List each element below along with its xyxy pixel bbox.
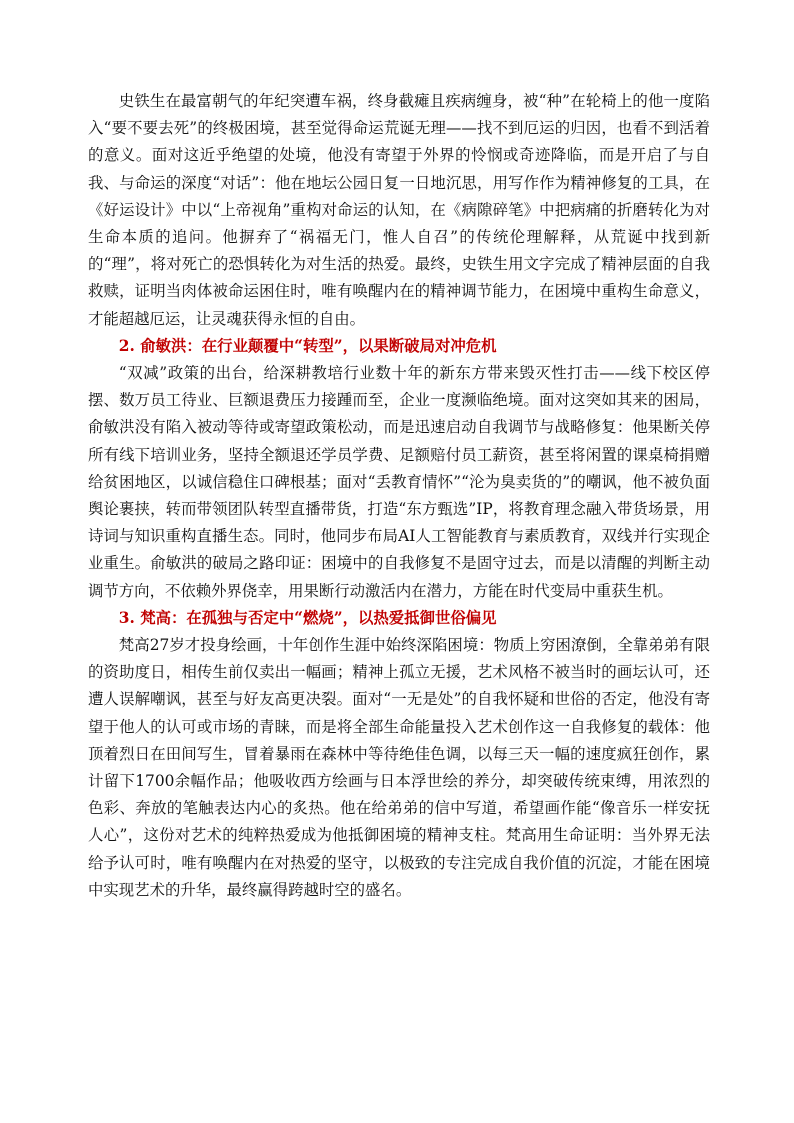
document-page [88, 88, 710, 904]
heading-yu-minhong: 2. 俞敏洪：在行业颠覆中“转型”，以果断破局对冲危机 [118, 336, 497, 355]
heading-van-gogh: 3. 梵高：在孤独与否定中“燃烧”，以热爱抵御世俗偏见 [118, 608, 497, 627]
paragraph-van-gogh: 梵高27岁才投身绘画，十年创作生涯中始终深陷困境：物质上穷困潦倒，全靠弟弟有限的资助度日，相传生前仅卖出一幅画；精神上孤立无援，艺术风格不被当时的画坛认可，还遭人误解嘲讽，甚至与好友高更决裂。面对“一无是处”的自我怀疑和世俗的否定，他没有寄望于他人的认可或市场的青睐，而是将全部生命能量投入艺术创作这一自我修复的载体：他顶着烈日在田间写生，冒着暴雨在森林中等待绝佳色调，以每三天一幅的速度疯狂创作，累计留下1700余幅作品；他吸收西方绘画与日本浮世绘的养分，却突破传统束缚，用浓烈的色彩、奔放的笔触表达内心的炙热。他在给弟弟的信中写道，希望画作能“像音乐一样安抚人心”，这份对艺术的纯粹热爱成为他抵御困境的精神支柱。梵高用生命证明：当外界无法给予认可时，唯有唤醒内在对热爱的坚守，以极致的专注完成自我价值的沉淀，才能在困境中实现艺术的升华，最终赢得跨越时空的盛名。 [88, 636, 710, 899]
paragraph-yu-minhong: “双减”政策的出台，给深耕教培行业数十年的新东方带来毁灭性打击——线下校区停摆、数万员工待业、巨额退费压力接踵而至，企业一度濒临绝境。面对这突如其来的困局，俞敏洪没有陷入被动等待或寄望政策松动，而是迅速启动自我调节与战略修复：他果断关停所有线下培训业务，坚持全额退还学员学费、足额赔付员工薪资，甚至将闲置的课桌椅捐赠给贫困地区，以诚信稳住口碑根基；面对“丢教育情怀”“沦为臭卖货的”的嘲讽，他不被负面舆论裹挟，转而带领团队转型直播带货，打造“东方甄选”IP，将教育理念融入带货场景，用诗词与知识重构直播生态。同时，他同步布局AI人工智能教育与素质教育，双线并行实现企业重生。俞敏洪的破局之路印证：困境中的自我修复不是固守过去，而是以清醒的判断主动调节方向，不依赖外界侥幸，用果断行动激活内在潜力，方能在时代变局中重获生机。 [88, 364, 710, 600]
paragraph-shi-tiesheng: 史铁生在最富朝气的年纪突遭车祸，终身截瘫且疾病缠身，被“种”在轮椅上的他一度陷入“要不要去死”的终极困境，甚至觉得命运荒诞无理——找不到厄运的归因，也看不到活着的意义。面对这近乎绝望的处境，他没有寄望于外界的怜悯或奇迹降临，而是开启了与自我、与命运的深度“对话”：他在地坛公园日复一日地沉思，用写作作为精神修复的工具，在《好运设计》中以“上帝视角”重构对命运的认知，在《病隙碎笔》中把病痛的折磨转化为对生命本质的追问。他摒弃了“祸福无门，惟人自召”的传统伦理解释，从荒诞中找到新的“理”，将对死亡的恐惧转化为对生活的热爱。最终，史铁生用文字完成了精神层面的自我救赎，证明当肉体被命运困住时，唯有唤醒内在的精神调节能力，在困境中重构生命意义，才能超越厄运，让灵魂获得永恒的自由。 [88, 92, 710, 328]
